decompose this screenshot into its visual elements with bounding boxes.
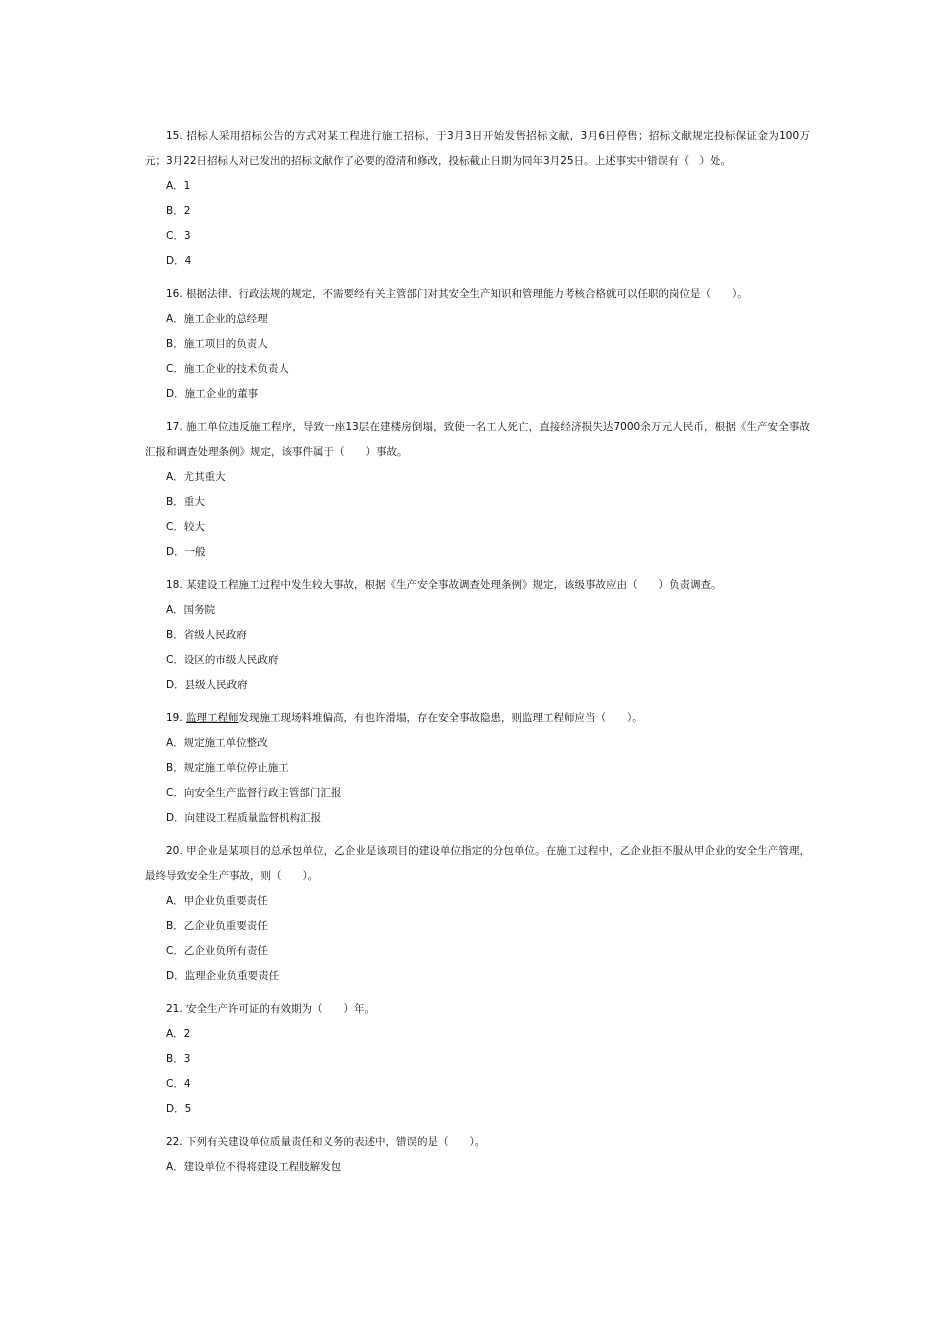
question-number: 15.: [166, 130, 183, 142]
question-number: 21.: [166, 1003, 183, 1015]
option-a: A．2: [166, 1028, 191, 1040]
option-b: B．省级人民政府: [166, 629, 247, 641]
option-a: A．规定施工单位整改: [166, 737, 268, 749]
question-18: [145, 573, 810, 698]
question-number: 20.: [166, 845, 183, 857]
option-list: [145, 889, 810, 989]
question-text: 发现施工现场料堆偏高，有也许滑塌，存在安全事故隐患，则监理工程师应当（ ）。: [238, 712, 643, 724]
option-a: A．国务院: [166, 604, 216, 616]
question-19: [145, 706, 810, 831]
option-d: D．监理企业负重要责任: [166, 970, 280, 982]
question-number: 17.: [166, 421, 183, 433]
option-d: D．5: [166, 1103, 192, 1115]
question-stem: [145, 839, 810, 889]
option-a: A．1: [166, 180, 191, 192]
option-c: C．施工企业的技术负责人: [166, 363, 289, 375]
question-17: [145, 415, 810, 565]
option-list: [145, 1022, 810, 1122]
question-stem: [145, 1130, 810, 1155]
question-number: 22.: [166, 1136, 183, 1148]
option-d: D．县级人民政府: [166, 679, 248, 691]
option-b: B．重大: [166, 496, 205, 508]
option-list: [145, 598, 810, 698]
question-21: [145, 997, 810, 1122]
option-list: [145, 465, 810, 565]
option-list: [145, 1155, 810, 1180]
question-stem: [145, 282, 810, 307]
option-d: D．向建设工程质量监督机构汇报: [166, 812, 322, 824]
question-text: 甲企业是某项目的总承包单位，乙企业是该项目的建设单位指定的分包单位。在施工过程中，乙企业拒不服从甲企业的安全生产管理，最终导致安全生产事故，则（ ）。: [145, 845, 810, 882]
question-text: 某建设工程施工过程中发生较大事故，根据《生产安全事故调查处理条例》规定，该级事故应由（ ）负责调查。: [186, 579, 722, 591]
option-list: [145, 307, 810, 407]
question-list: [145, 124, 810, 1180]
option-d: D．4: [166, 255, 192, 267]
question-stem: [145, 124, 810, 174]
option-c: C．3: [166, 230, 191, 242]
option-b: B．规定施工单位停止施工: [166, 762, 289, 774]
option-a: A．建设单位不得将建设工程肢解发包: [166, 1161, 342, 1173]
option-c: C．乙企业负所有责任: [166, 945, 268, 957]
option-d: D．一般: [166, 546, 206, 558]
question-number: 19.: [166, 712, 183, 724]
option-c: C．设区的市级人民政府: [166, 654, 279, 666]
question-text: 根据法律、行政法规的规定，不需要经有关主管部门对其安全生产知识和管理能力考核合格就可以任职的岗位是（ ）。: [186, 288, 748, 300]
option-c: C．向安全生产监督行政主管部门汇报: [166, 787, 342, 799]
question-number: 16.: [166, 288, 183, 300]
option-a: A．施工企业的总经理: [166, 313, 268, 325]
option-b: B．3: [166, 1053, 191, 1065]
question-16: [145, 282, 810, 407]
question-22: [145, 1130, 810, 1180]
question-text: 施工单位违反施工程序，导致一座13层在建楼房倒塌，致使一名工人死亡，直接经济损失达7000余万元人民币，根据《生产安全事故汇报和调查处理条例》规定，该事件属于（ ）事故。: [145, 421, 810, 458]
option-d: D．施工企业的董事: [166, 388, 259, 400]
question-text: 下列有关建设单位质量责任和义务的表述中，错误的是（ ）。: [186, 1136, 486, 1148]
option-b: B．施工项目的负责人: [166, 338, 268, 350]
question-15: [145, 124, 810, 274]
question-stem: [145, 997, 810, 1022]
option-a: A．尤其重大: [166, 471, 226, 483]
option-b: B．乙企业负重要责任: [166, 920, 268, 932]
question-20: [145, 839, 810, 989]
option-c: C．较大: [166, 521, 205, 533]
option-list: [145, 174, 810, 274]
stem-link[interactable]: 监理工程师: [186, 712, 239, 724]
option-c: C．4: [166, 1078, 191, 1090]
question-stem: [145, 573, 810, 598]
question-number: 18.: [166, 579, 183, 591]
option-b: B．2: [166, 205, 191, 217]
question-stem: [145, 415, 810, 465]
question-text: 安全生产许可证的有效期为（ ）年。: [186, 1003, 376, 1015]
option-a: A．甲企业负重要责任: [166, 895, 268, 907]
question-text: 招标人采用招标公告的方式对某工程进行施工招标，于3月3日开始发售招标文献，3月6日停售；招标文献规定投标保证金为100万元；3月22日招标人对已发出的招标文献作了必要的澄清和修改，投标截止日期为同年3月25日。上述事实中错误有（ ）处。: [145, 130, 810, 167]
option-list: [145, 731, 810, 831]
question-stem: [145, 706, 810, 731]
